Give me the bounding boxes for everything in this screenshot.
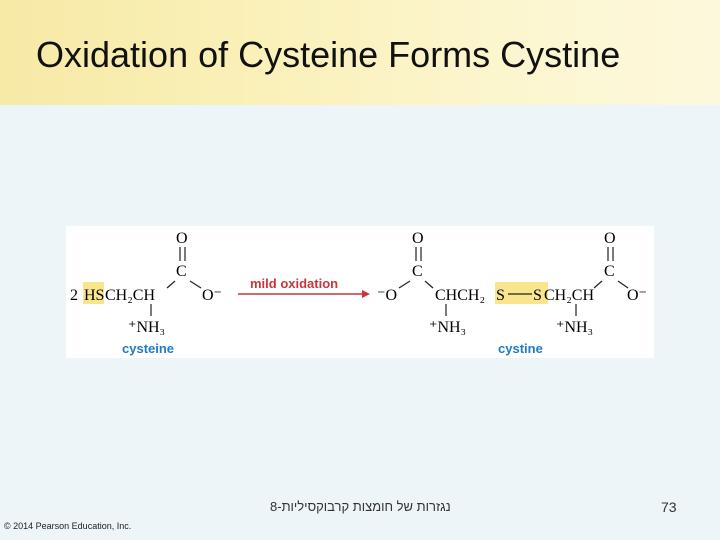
coefficient: 2 (70, 287, 78, 304)
product-amine-right: ⁺NH₃ (556, 319, 594, 336)
reactant-c: C (176, 263, 187, 280)
arrow-head (362, 290, 370, 298)
product-s-right: S (533, 287, 542, 304)
reactant-o-top: O (176, 230, 188, 247)
product-c-left: C (412, 263, 423, 280)
reactant-o-minus: O⁻ (202, 287, 222, 304)
bond (594, 281, 602, 288)
bond (399, 281, 410, 288)
reactant-hs: HS (84, 287, 105, 304)
footer-text: 8-נגזרות של חומצות קרבוקסיליות (270, 499, 451, 514)
bond (167, 281, 175, 288)
cystine-label: cystine (498, 341, 543, 356)
reaction-diagram (66, 226, 654, 358)
product-chain-left: CHCH₂ (435, 287, 486, 304)
reaction-svg (66, 226, 654, 358)
bond (190, 281, 201, 288)
reactant-amine: ⁺NH₃ (128, 319, 166, 336)
reactant-chain: CH₂CH (105, 287, 156, 304)
product-c-right: C (604, 263, 615, 280)
cysteine-label: cysteine (122, 341, 175, 356)
product-o-top-right: O (604, 230, 616, 247)
product-o-minus-right: O⁻ (627, 287, 647, 304)
product-chain-right: CH₂CH (544, 287, 595, 304)
product-s-left: S (496, 287, 505, 304)
copyright: © 2014 Pearson Education, Inc. (4, 521, 132, 531)
product-o-minus-left: ⁻O (377, 287, 397, 304)
slide-title: Oxidation of Cysteine Forms Cystine (36, 34, 621, 75)
bond (425, 281, 433, 288)
product-o-top-left: O (412, 230, 424, 247)
page-number: 73 (661, 499, 677, 515)
product-amine-left: ⁺NH₃ (429, 319, 467, 336)
arrow-label: mild oxidation (250, 276, 339, 291)
